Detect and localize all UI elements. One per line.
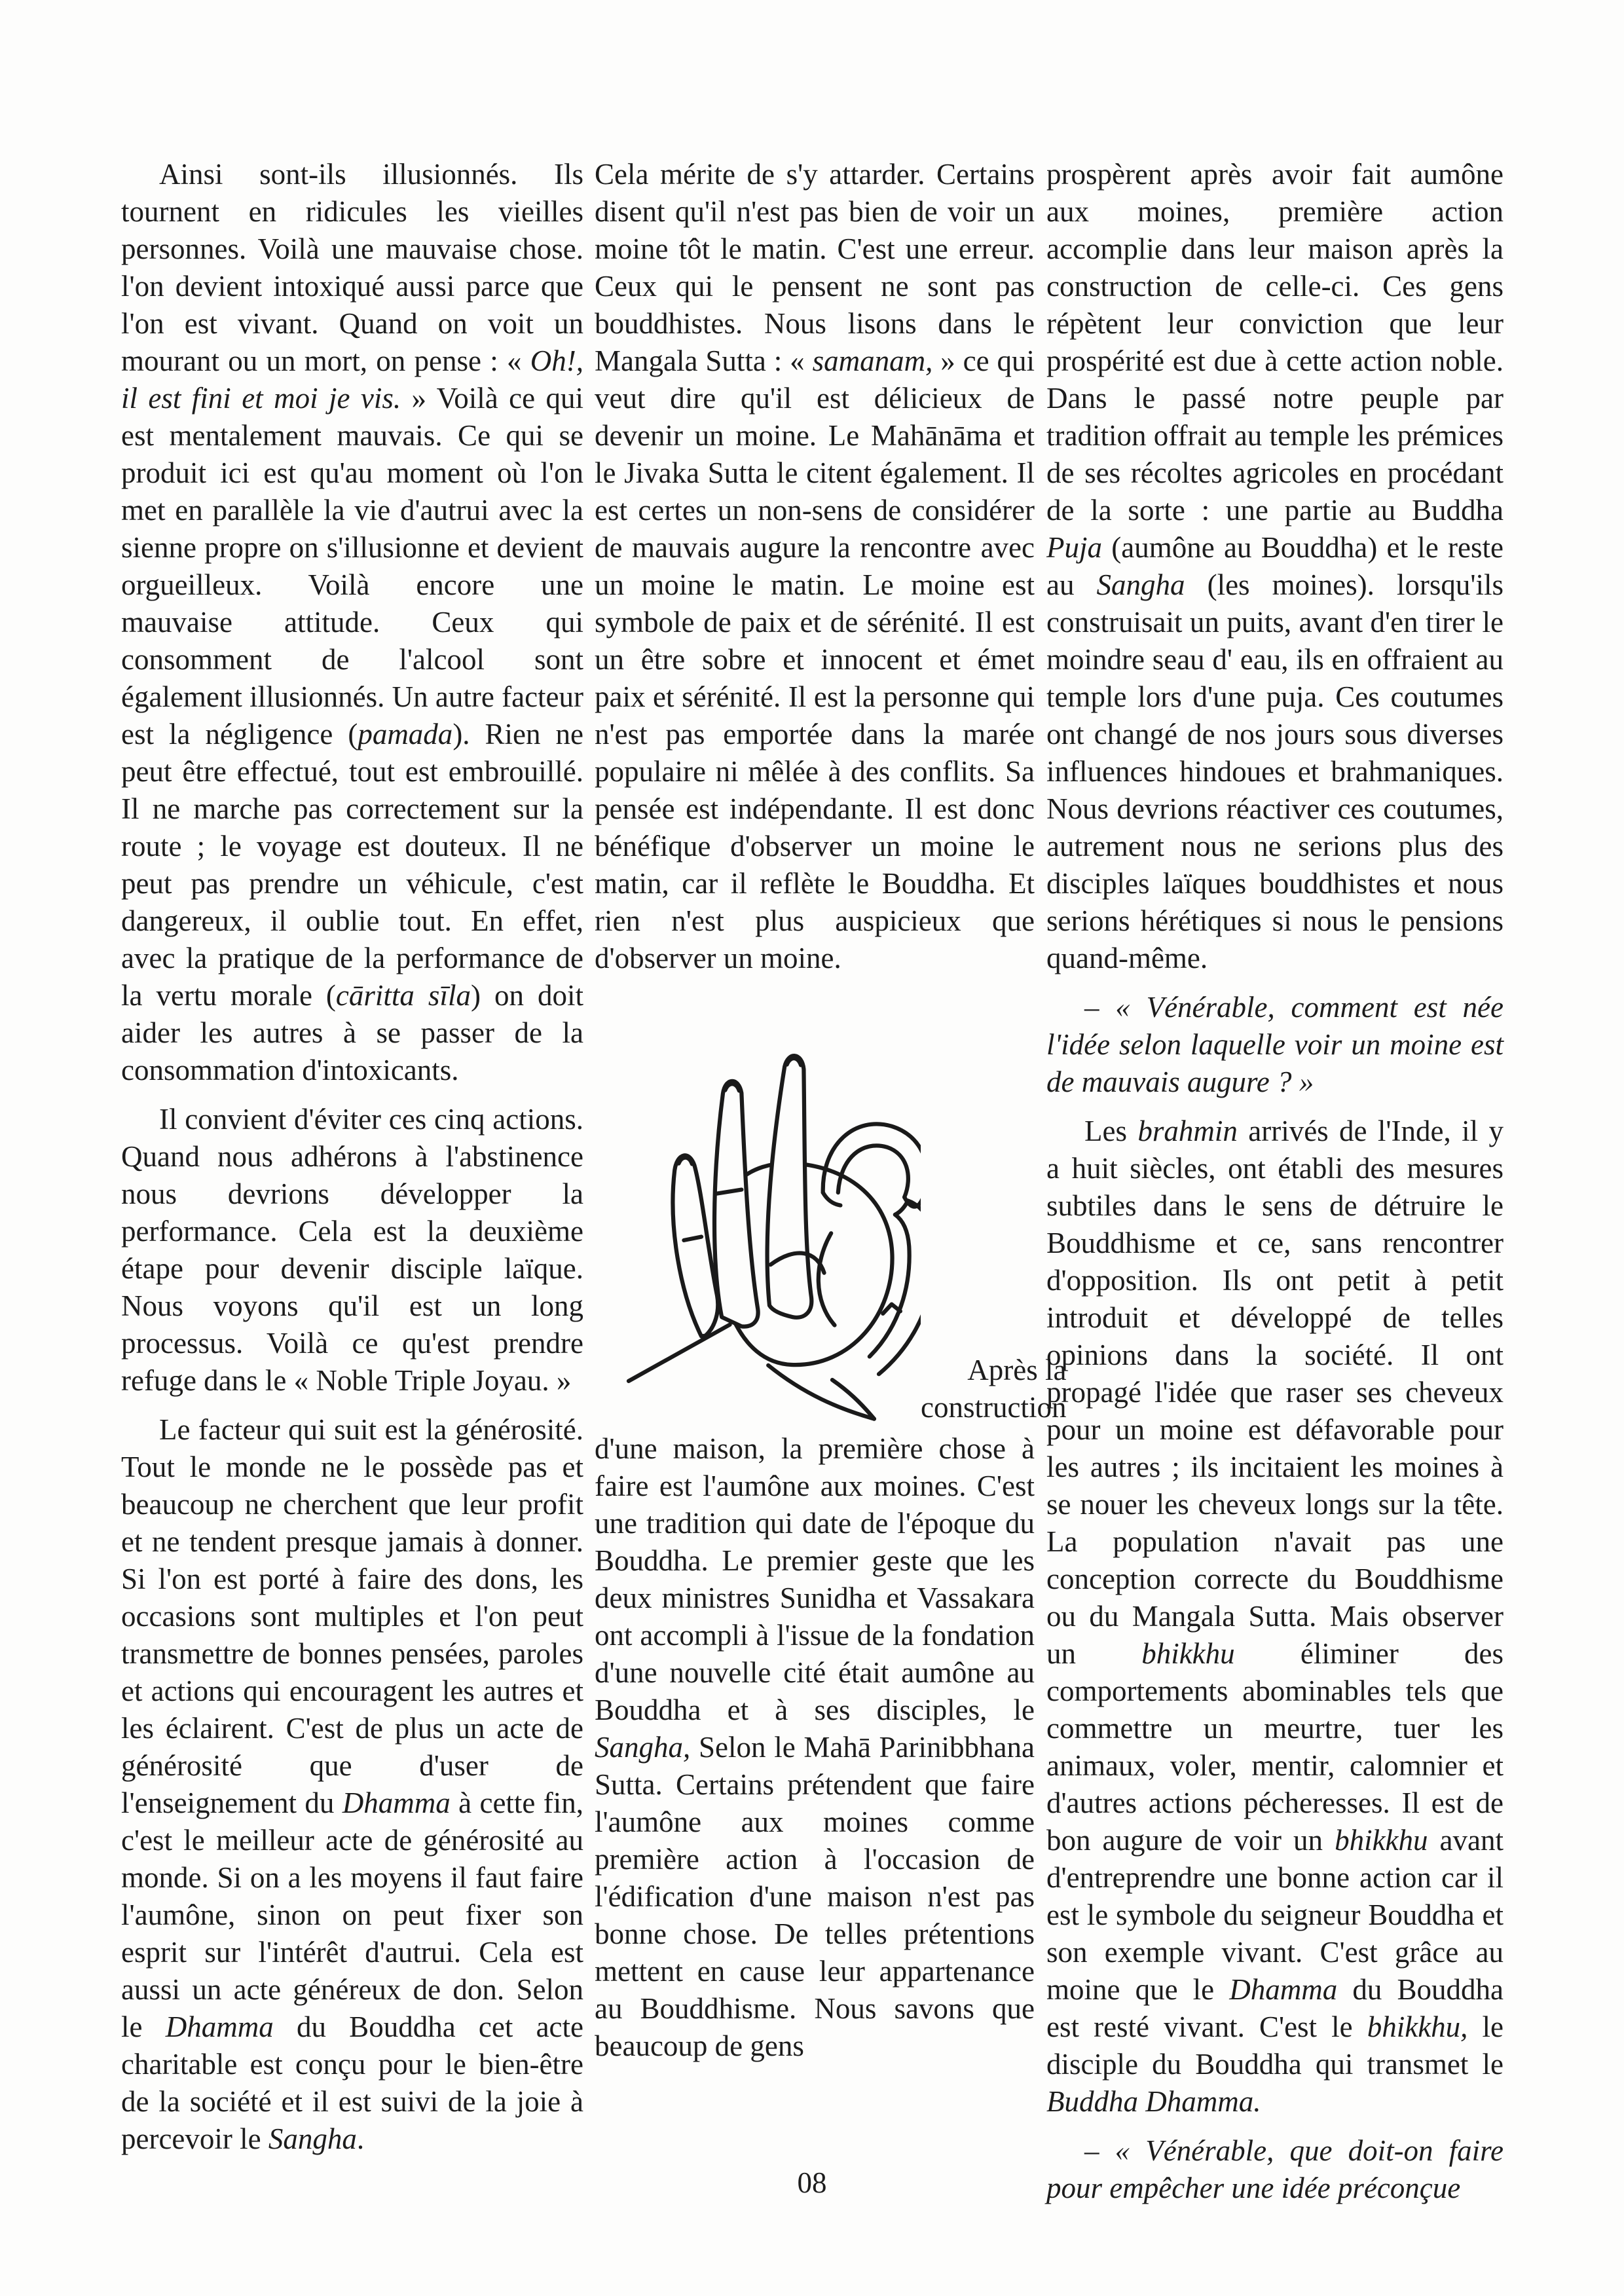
text-segment: Selon le Mahā Parinibbhana Sutta. Certains prétendent que faire l'aumône aux moines comme première action à l'occasion de l'édification d'une maison n'est pas bonne chose. De telles prétentions mettent en cause leur appartenance au Bouddhisme. Nous savons que beaucoup de gens bbox=[595, 1731, 1035, 2062]
text-segment: – « Vénérable, comment est née l'idée selon laquelle voir un moine est de mauvais augure ? » bbox=[1046, 991, 1504, 1098]
wrist-line-left bbox=[629, 1325, 730, 1381]
middle-finger bbox=[767, 1056, 812, 1318]
text-segment: d'une maison, la première chose à faire est l'aumône aux moines. C'est une tradition qui date de l'époque du Bouddha. Le premier geste que les deux ministres Sunidha et Vassakara ont accompli à l'issue de la fondation d'une nouvelle cité était aumône au Bouddha et à ses disciples, le bbox=[595, 1432, 1035, 1726]
italic-text-segment: Buddha Dhamma. bbox=[1046, 2085, 1261, 2118]
text-segment: prospèrent après avoir fait aumône aux moines, première action accomplie dans leur maison après la construction de celle-ci. Ces gens répètent leur conviction que leur prospérité est due à cette action noble. Dans le passé notre peuple par tradition offrait au temple les prémices de ses récoltes agricoles en procédant de la sorte : une partie au Buddha bbox=[1046, 158, 1504, 527]
text-column-left bbox=[121, 156, 583, 2170]
italic-text-segment: bhikkhu, bbox=[1367, 2010, 1468, 2043]
italic-text-segment: samanam, bbox=[812, 344, 933, 377]
text-segment: . bbox=[356, 2122, 365, 2155]
text-segment: le disciple du Bouddha qui transmet le bbox=[1046, 2010, 1504, 2081]
italic-text-segment: cāritta sīla bbox=[335, 979, 471, 1012]
column-paragraphs bbox=[121, 156, 583, 2158]
wrap-line: Après la bbox=[967, 1354, 1067, 1386]
text-column-right bbox=[1046, 156, 1504, 2219]
italic-text-segment: bhikkhu bbox=[1141, 1637, 1235, 1670]
paragraph bbox=[121, 156, 583, 1089]
wrap-line: construction bbox=[921, 1391, 1067, 1424]
paragraph bbox=[121, 1101, 583, 1399]
text-segment: du Bouddha est resté vivant. C'est le bbox=[1046, 1973, 1504, 2043]
hand-mudra-drawing-icon bbox=[618, 989, 921, 1428]
italic-text-segment: Dhamma bbox=[1229, 1973, 1338, 2006]
text-segment: Cela mérite de s'y attarder. Certains disent qu'il n'est pas bien de voir un moine tôt le matin. C'est une erreur. Ceux qui le pensent ne sont pas bouddhistes. Nous lisons dans le Mangala Sutta : « bbox=[595, 158, 1035, 377]
little-finger bbox=[673, 1155, 718, 1336]
text-segment: – « Vénérable, que doit-on faire pour empêcher une idée préconçue bbox=[1046, 2134, 1504, 2204]
text-segment: Ainsi sont-ils illusionnés. Ils tournent en ridicules les vieilles personnes. Voilà une mauvaise chose. l'on devient intoxiqué aussi parce que l'on est vivant. Quand on voit un mourant ou un mort, on pense : « bbox=[121, 158, 583, 377]
text-segment: du Bouddha cet acte charitable est conçu pour le bien-être de la société et il est suivi de la joie à percevoir le bbox=[121, 2010, 584, 2155]
text-segment: ). Rien ne peut être effectué, tout est embrouillé. Il ne marche pas correctement sur la route ; le voyage est douteux. Il ne peut pas prendre un véhicule, c'est dangereux, il oublie tout. En effet, avec la pratique de la performance de la vertu morale ( bbox=[121, 718, 583, 1012]
paragraph bbox=[595, 156, 1035, 977]
column-paragraphs bbox=[595, 156, 1035, 977]
figure-block bbox=[595, 989, 1067, 1428]
paragraph bbox=[1046, 1113, 1504, 2120]
text-segment: Il convient d'éviter ces cinq actions. Quand nous adhérons à l'abstinence nous devrions développer la performance. Cela est la deuxième étape pour devenir disciple laïque. Nous voyons qu'il est un long processus. Voilà ce qu'est prendre refuge dans le « Noble Triple Joyau. » bbox=[121, 1103, 583, 1397]
text-segment: » Voilà ce qui est mentalement mauvais. Ce qui se produit ici est qu'au moment où l'on met en parallèle la vie d'autrui avec la sienne propre on s'illusionne et devient orgueilleux. Voilà encore une mauvaise attitude. Ceux qui consomment de l'alcool sont également illusionnés. Un autre facteur est la négligence ( bbox=[121, 382, 583, 750]
figure-wrap-text bbox=[921, 1352, 1066, 1428]
text-segment: Le facteur qui suit est la générosité. Tout le monde ne le possède pas et beaucoup ne cherchent que leur profit et ne tendent presque jamais à donner. Si l'on est porté à faire des dons, les occasions sont multiples et l'on peut transmettre de bonnes pensées, paroles et actions qui encouragent les autres et les éclairent. C'est de plus un acte de générosité que d'user de l'enseignement du bbox=[121, 1413, 583, 1819]
text-column-center bbox=[595, 156, 1067, 2077]
column-paragraphs bbox=[1046, 156, 1504, 2207]
text-segment: (aumône au Bouddha) et le reste au bbox=[1046, 531, 1504, 601]
text-segment: éliminer des comportements abominables tels que commettre un meurtre, tuer les animaux, voler, mentir, calomnier et d'autres actions pécheresses. Il est de bon augure de voir un bbox=[1046, 1637, 1504, 1857]
italic-text-segment: Oh!, il est fini et moi je vis. bbox=[121, 344, 583, 415]
text-segment: à cette fin, c'est le meilleur acte de générosité au monde. Si on a les moyens il faut faire l'aumône, sinon on peut fixer son esprit sur l'intérêt d'autrui. Cela est aussi un acte généreux de don. Selon le bbox=[121, 1787, 583, 2043]
text-segment: Les bbox=[1084, 1115, 1138, 1147]
italic-text-segment: Dhamma bbox=[342, 1787, 451, 1819]
text-segment: ) on doit aider les autres à se passer de la consommation d'intoxicants. bbox=[121, 979, 583, 1086]
text-segment: (les moines). lorsqu'ils construisait un puits, avant d'en tirer le moindre seau d' eau, ils en offraient au temple lors d'une puja. Ces coutumes ont changé de nos jours sous diverses influences hindoues et brahmaniques. Nous devrions réactiver ces coutumes, autrement nous ne serions plus des disciples laïques bouddhistes et nous serions hérétiques si nous le pensions quand-même. bbox=[1046, 568, 1504, 974]
italic-text-segment: Sangha bbox=[268, 2122, 357, 2155]
paragraph bbox=[121, 1411, 583, 2158]
paragraph bbox=[595, 1430, 1035, 2065]
paragraph bbox=[1046, 156, 1504, 977]
text-segment: avant d'entreprendre une bonne action car il est le symbole du seigneur Bouddha et son exemple vivant. C'est grâce au moine que le bbox=[1046, 1824, 1504, 2006]
italic-text-segment: Sangha, bbox=[595, 1731, 691, 1764]
italic-text-segment: Dhamma bbox=[165, 2010, 274, 2043]
column-paragraphs bbox=[595, 1430, 1035, 2065]
thumb-tip bbox=[895, 1200, 908, 1214]
text-segment: arrivés de l'Inde, il y a huit siècles, ont établi des mesures subtiles dans le sens de détruire le Bouddhisme et ce, sans rencontrer d'opposition. Ils ont petit à petit introduit et développé de telles opinions dans la société. Il ont propagé l'idée que raser ses cheveux pour un moine est défavorable pour les autres ; ils incitaient les moines à se nouer les cheveux longs sur la tête. La population n'avait pas une conception correcte du Bouddhisme ou du Mangala Sutta. Mais observer un bbox=[1046, 1115, 1504, 1670]
wrist-line-right bbox=[768, 1365, 874, 1419]
italic-text-segment: Sangha bbox=[1096, 568, 1185, 601]
paragraph bbox=[1046, 989, 1504, 1101]
italic-text-segment: Puja bbox=[1046, 531, 1102, 564]
italic-text-segment: brahmin bbox=[1137, 1115, 1238, 1147]
text-segment: » ce qui veut dire qu'il est délicieux de devenir un moine. Le Mahānāma et le Jivaka Sutta le citent également. Il est certes un non-sens de considérer de mauvais augure la rencontre avec un moine le matin. Le moine est symbole de paix et de sérénité. Il est un être sobre et innocent et émet paix et sérénité. Il est la personne qui n'est pas emportée dans la marée populaire ni mêlée à des conflits. Sa pensée est indépendante. Il est donc bénéfique d'observer un moine le matin, car il reflète le Bouddha. Et rien n'est plus auspicieux que d'observer un moine. bbox=[595, 344, 1035, 974]
page-number: 08 bbox=[797, 2166, 827, 2199]
italic-text-segment: pamada bbox=[358, 718, 453, 750]
italic-text-segment: bhikkhu bbox=[1335, 1824, 1428, 1857]
